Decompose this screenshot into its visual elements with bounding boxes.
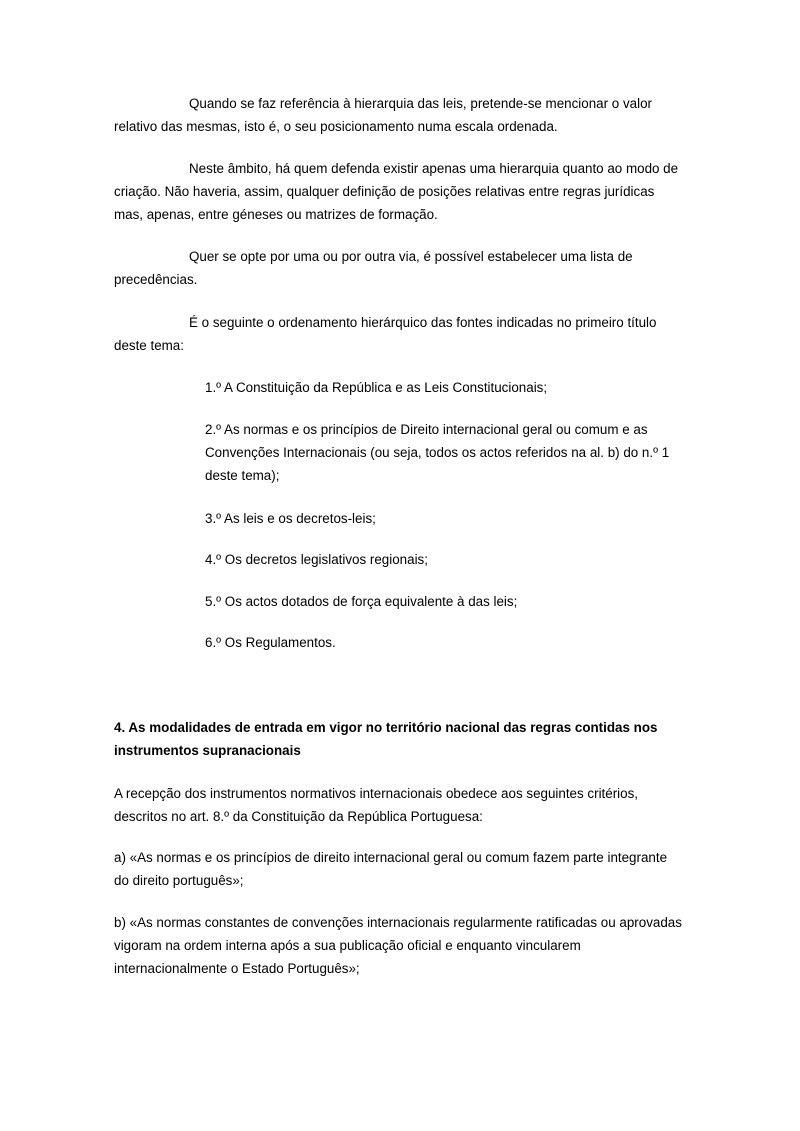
paragraph-1-line-1: Quando se faz referência à hierarquia das leis, pretende-se mencionar o valor (189, 96, 652, 111)
list-item-6: 6.º Os Regulamentos. (205, 635, 336, 650)
list-item-3: 3.º As leis e os decretos-leis; (205, 511, 376, 526)
paragraph-2-line-3: mas, apenas, entre géneses ou matrizes de formação. (114, 207, 438, 222)
list-item-2-line-2: Convenções Internacionais (ou seja, todos os actos referidos na al. b) do n.º 1 (205, 445, 670, 460)
section-paragraph-2-line-1: a) «As normas e os princípios de direito internacional geral ou comum fazem parte integrante (114, 850, 668, 865)
paragraph-3-line-1: Quer se opte por uma ou por outra via, é possível estabelecer uma lista de (189, 249, 633, 264)
list-item-2-line-3: deste tema); (205, 468, 280, 483)
section-paragraph-3-line-1: b) «As normas constantes de convenções internacionais regularmente ratificadas ou aprovadas (114, 915, 682, 930)
section-paragraph-3-line-3: internacionalmente o Estado Português»; (114, 961, 360, 976)
paragraph-4-line-1: É o seguinte o ordenamento hierárquico das fontes indicadas no primeiro título (189, 315, 657, 330)
section-paragraph-2-line-2: do direito português»; (114, 873, 244, 888)
section-paragraph-3-line-2: vigoram na ordem interna após a sua publicação oficial e enquanto vincularem (114, 938, 581, 953)
section-heading-line-2: instrumentos supranacionais (114, 743, 301, 758)
section-paragraph-1-line-2: descritos no art. 8.º da Constituição da República Portuguesa: (114, 809, 483, 824)
paragraph-2-line-1: Neste âmbito, há quem defenda existir apenas uma hierarquia quanto ao modo de (189, 161, 679, 176)
paragraph-1-line-2: relativo das mesmas, isto é, o seu posicionamento numa escala ordenada. (114, 119, 558, 134)
list-item-5: 5.º Os actos dotados de força equivalente à das leis; (205, 594, 518, 609)
list-item-1: 1.º A Constituição da República e as Leis Constitucionais; (205, 380, 548, 395)
paragraph-2-line-2: criação. Não haveria, assim, qualquer definição de posições relativas entre regras jurídicas (114, 184, 655, 199)
section-paragraph-1-line-1: A recepção dos instrumentos normativos internacionais obedece aos seguintes critérios, (114, 786, 639, 801)
paragraph-3-line-2: precedências. (114, 272, 198, 287)
list-item-2-line-1: 2.º As normas e os princípios de Direito internacional geral ou comum e as (205, 422, 648, 437)
list-item-4: 4.º Os decretos legislativos regionais; (205, 552, 428, 567)
paragraph-4-line-2: deste tema: (114, 338, 184, 353)
section-heading-line-1: 4. As modalidades de entrada em vigor no território nacional das regras contidas nos (114, 720, 658, 735)
